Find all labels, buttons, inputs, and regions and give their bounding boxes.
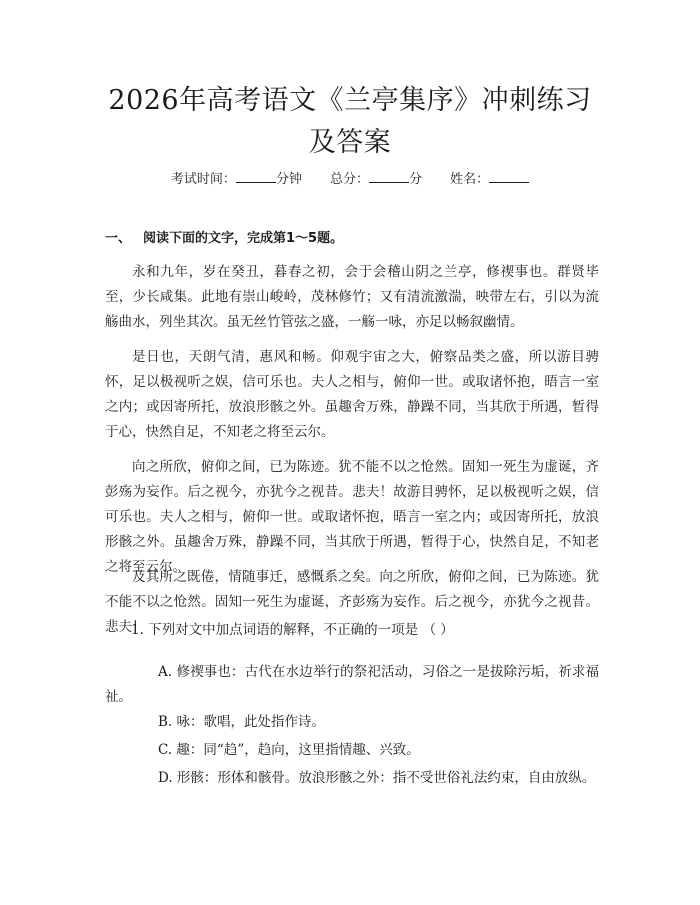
name-blank [489,170,529,183]
exam-score [330,170,422,189]
option-c: C. 趣：同“趋”，趋向，这里指情趣、兴致。 [158,742,420,758]
time-label: 考试时间： [170,172,236,187]
passage-paragraph: 及其所之既倦，情随事迁，感慨系之矣。向之所欣，俯仰之间，已为陈迹。犹不能不以之怆然。固知一死生为虚诞，齐彭殇为妄作。后之视今，亦犹今之视昔。悲夫！ [105,569,599,635]
option-b: B. 咏：歌唱，此处指作诗。 [158,714,326,730]
passage-paragraph: 向之所欣，俯仰之间，已为陈迹。犹不能不以之怆然。固知一死生为虚诞，齐彭殇为妄作。后之视今，亦犹今之视昔。悲夫！故游目骋怀，足以极视听之娱，信可乐也。夫人之相与，俯仰一世。或取诸怀抱，晤言一室之内；或因寄所托，放浪形骸之外。虽趣舍万殊，静躁不同，当其欣于所遇，暂得于心，快然自足，不知老之将至云尔。 [105,459,599,575]
exam-name [450,170,529,189]
page-title: 2026年高考语文《兰亭集序》冲刺练习及答案 [108,85,592,158]
exam-time [171,170,302,189]
option-a: A. 修禊事也：古代在水边举行的祭祀活动，习俗之一是拔除污垢，祈求福祉。 [105,664,599,705]
exam-info [0,170,700,189]
passage-paragraph: 永和九年，岁在癸丑，暮春之初，会于会稽山阴之兰亭，修禊事也。群贤毕至，少长咸集。此地有崇山峻岭，茂林修竹；又有清流激湍，映带左右，引以为流觞曲水，列坐其次。虽无丝竹管弦之盛，一觞一咏，亦足以畅叙幽情。 [105,264,599,330]
passage-paragraph: 是日也，天朗气清，惠风和畅。仰观宇宙之大，俯察品类之盛，所以游目骋怀，足以极视听之娱，信可乐也。夫人之相与，俯仰一世。或取诸怀抱，晤言一室之内；或因寄所托，放浪形骸之外。虽趣舍万殊，静躁不同，当其欣于所遇，暂得于心，快然自足，不知老之将至云尔。 [105,349,599,440]
section-number: 一、 [105,231,132,246]
section-instruction: 阅读下面的文字，完成第1～5题。 [143,231,344,246]
time-blank [236,170,276,183]
name-label: 姓名： [450,172,490,187]
question-1: 1. 下列对文中加点词语的解释，不正确的一项是 （ ） [131,622,454,638]
time-unit: 分钟 [275,172,302,187]
option-d: D. 形骸：形体和骸骨。放浪形骸之外：指不受世俗礼法约束，自由放纵。 [158,770,596,786]
score-blank [369,170,409,183]
section-heading [105,230,605,248]
score-unit: 分 [409,172,423,187]
score-label: 总分： [329,172,369,187]
